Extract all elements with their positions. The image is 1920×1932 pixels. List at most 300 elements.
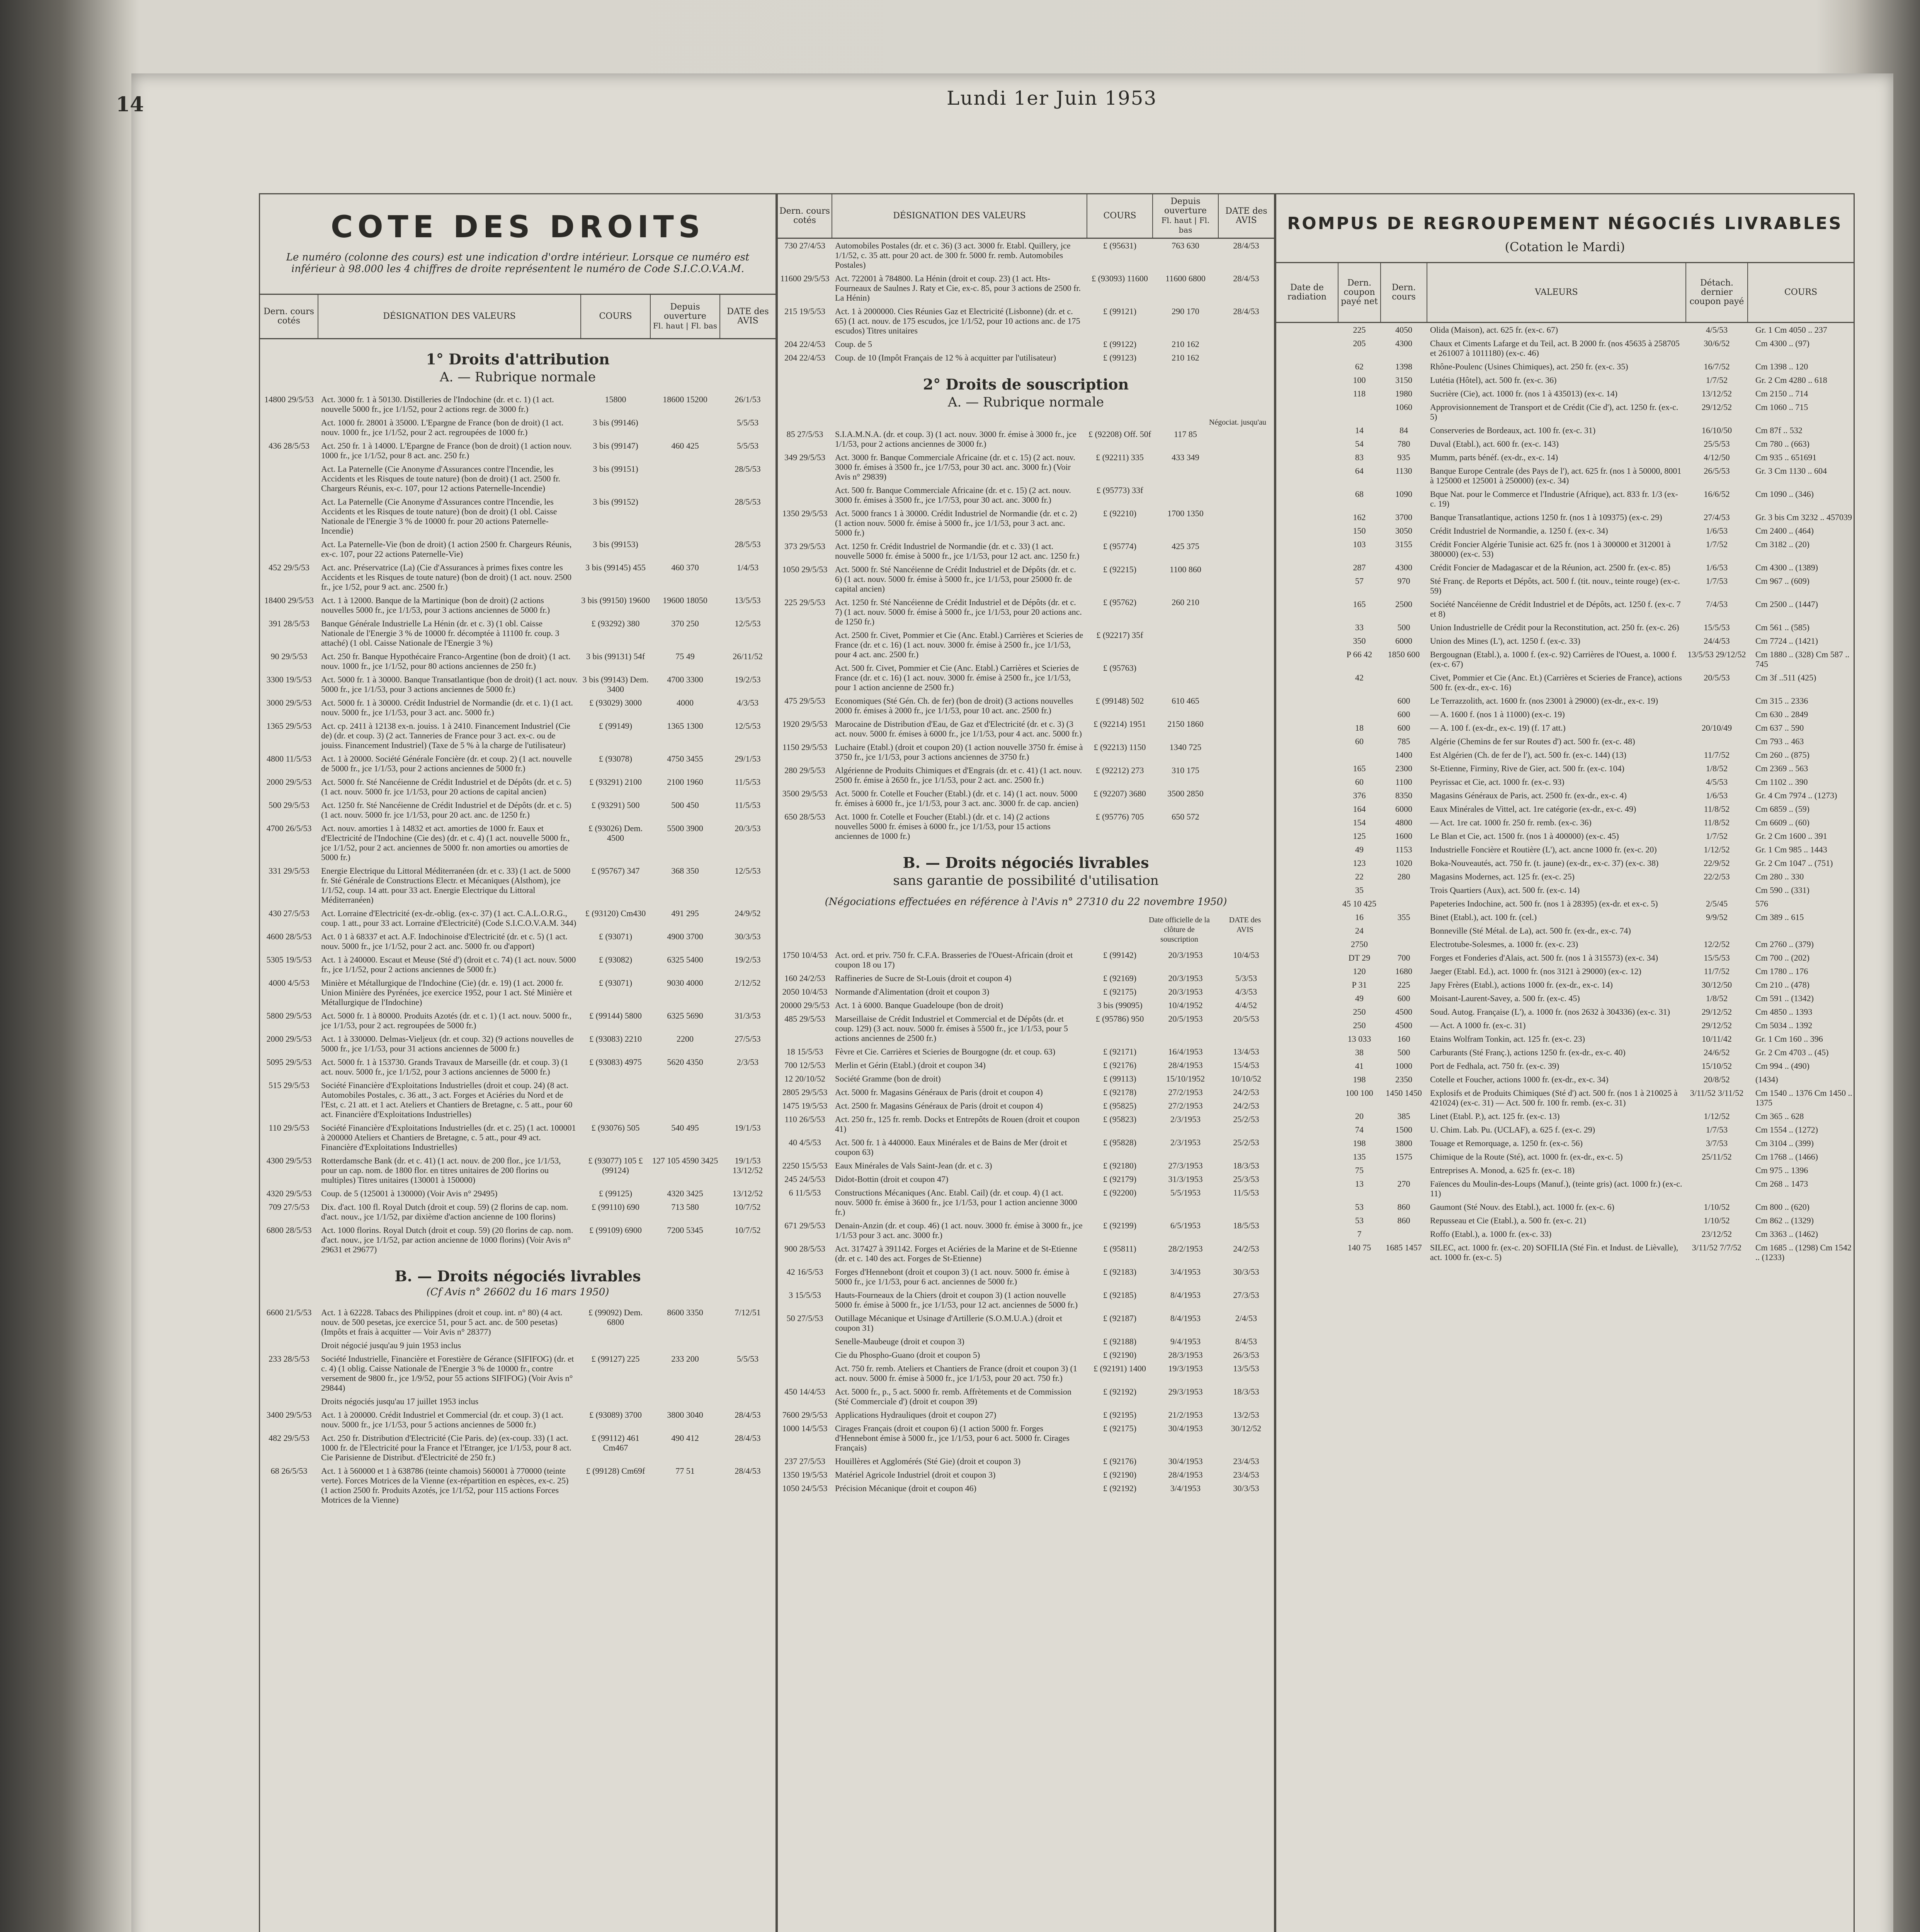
rompus-dern-cours: 780 [1397, 439, 1410, 449]
rompus-detach: 12/2/52 [1704, 939, 1730, 949]
row-cours: £ (99142) [1103, 950, 1137, 960]
rompus-detach: 7/4/53 [1706, 599, 1728, 609]
rompus-coupon: 140 75 [1347, 1243, 1371, 1252]
row-date: 1365 29/5/53 [266, 721, 312, 731]
row-date: 6800 28/5/53 [266, 1225, 312, 1235]
row-date: 4000 4/5/53 [269, 978, 310, 988]
rompus-row [1276, 694, 1854, 707]
row-designation: Act. cp. 2411 à 12138 ex-n. jouiss. 1 à 2410. Financement Industriel (Cie de) (dr. et coup. 3) (2 act. Tanneries de France pour 3 act. ex-c. ou de jouiss. Financement Industriel) (Taxe de 5 % à la charge de l'utilisateur) [321, 721, 571, 750]
row-cours: £ (99148) 502 [1095, 696, 1144, 706]
row-date [260, 539, 318, 559]
rompus-coupon: 135 [1353, 1152, 1366, 1162]
rompus-date [1276, 804, 1338, 814]
rompus-coupon: 287 [1353, 563, 1366, 572]
rompus-coupon: 13 033 [1347, 1034, 1371, 1044]
rompus-row [1276, 721, 1854, 735]
middle-top-row [778, 239, 1274, 272]
rompus-date [1276, 1075, 1338, 1084]
rompus-dern-cours: 500 [1397, 1048, 1410, 1057]
rompus-detach: 26/5/53 [1704, 466, 1730, 476]
rompus-dern-cours: 385 [1397, 1111, 1410, 1121]
middle-a-row [778, 563, 1274, 595]
row-depuis-ouverture: 27/2/1953 [1168, 1101, 1203, 1111]
rompus-detach: 11/7/52 [1704, 750, 1730, 760]
row-date: 4320 29/5/53 [266, 1189, 312, 1198]
rompus-detach: 15/5/53 [1704, 622, 1730, 632]
row-cours: 3 bis (99152) [593, 497, 638, 507]
rompus-date [1276, 599, 1338, 619]
rompus-cours: Cm 1768 .. (1466) [1755, 1152, 1818, 1162]
rompus-coupon: 13 [1355, 1179, 1364, 1189]
rompus-valeur: Peyrissac et Cie, act. 1000 fr. (ex-c. 93) [1430, 777, 1565, 787]
middle-b-row [778, 1422, 1274, 1454]
rompus-row [1276, 1123, 1854, 1136]
row-depuis-ouverture: 75 49 [675, 651, 695, 661]
rompus-cours: Cm 935 .. 651691 [1755, 452, 1817, 462]
row-date: 85 27/5/53 [786, 429, 823, 439]
rompus-header-row [1276, 263, 1854, 323]
rompus-row [1276, 423, 1854, 437]
cote-row [260, 719, 775, 752]
rompus-coupon: 198 [1353, 1138, 1366, 1148]
rompus-date [1276, 1125, 1338, 1134]
row-designation: Act. 1 à 240000. Escaut et Meuse (Sté d') (droit et c. 74) (1 act. nouv. 5000 fr., jce 1/1/52, pour 2 actions anciennes de 5000 fr.) [321, 955, 576, 974]
row-depuis-ouverture: 4700 3300 [667, 675, 703, 684]
row-date: 6 11/5/53 [789, 1188, 821, 1197]
row-depuis-ouverture: 28/4/1953 [1168, 1470, 1203, 1480]
row-cours: £ (95767) 347 [591, 866, 640, 876]
row-cours: £ (93078) [599, 754, 633, 764]
row-designation: Houillères et Agglomérés (Sté Gie) (droit et coupon 3) [835, 1456, 1021, 1466]
row-date [260, 464, 318, 493]
row-date: 3 15/5/53 [789, 1290, 821, 1300]
rompus-row [1276, 964, 1854, 978]
rompus-detach: 1/12/52 [1704, 1111, 1730, 1121]
row-date: 349 29/5/53 [784, 452, 825, 462]
row-designation: Act. 500 fr. Civet, Pommier et Cie (Anc. Etabl.) Carrières et Scieries de France (dr. et c. 16) (1 act. nouv. 3000 fr. émise à 2500 fr., jce 1/1/53, pour 1 action ancienne de 2500 fr.) [835, 663, 1079, 692]
rompus-dern-cours: 1685 1457 [1386, 1243, 1422, 1252]
row-date [260, 1396, 318, 1406]
rompus-valeur: Olida (Maison), act. 625 fr. (ex-c. 67) [1430, 325, 1558, 335]
rompus-valeur: Binet (Etabl.), act. 100 fr. (cel.) [1430, 912, 1537, 922]
row-designation: Act. 1 à 62228. Tabacs des Philippines (droit et coup. int. n° 80) (4 act. nouv. de 500 pesetas, jce exercice 51, pour 5 act. anc. de 500 pesetas) (Impôts et frais à acquitter — Voir Avis n° 28377) [321, 1308, 563, 1337]
row-designation: Act. 5000 fr. Magasins Généraux de Paris (droit et coupon 4) [835, 1087, 1043, 1097]
row-date-avis: 4/3/53 [1235, 987, 1257, 997]
row-date: 450 14/4/53 [784, 1387, 825, 1396]
rompus-detach: 16/6/52 [1704, 489, 1730, 499]
row-designation: Act. 750 fr. remb. Ateliers et Chantiers de France (droit et coupon 3) (1 act. nouv. 5000 fr. émise à 5000 fr., jce 1/1/53, pour 20 act. 750 fr.) [835, 1364, 1077, 1383]
rompus-coupon: 18 [1355, 723, 1364, 733]
rompus-dern-cours: 160 [1397, 1034, 1410, 1044]
row-depuis-ouverture: 8600 3350 [667, 1308, 703, 1317]
rompus-date [1276, 576, 1338, 595]
rompus-dern-cours: 280 [1397, 872, 1410, 881]
hdr-depuis-label: Depuis ouverture [664, 302, 706, 321]
row-date-avis [1218, 509, 1274, 537]
row-date-avis: 28/5/53 [735, 497, 761, 507]
row-date-avis: 19/2/53 [735, 955, 761, 964]
row-depuis-ouverture [1153, 663, 1218, 692]
row-designation: Coup. de 10 (Impôt Français de 12 % à acquitter par l'utilisateur) [835, 353, 1056, 362]
row-date: 709 27/5/53 [269, 1202, 310, 1212]
rompus-detach: 22/9/52 [1704, 858, 1730, 868]
rompus-valeur: Eaux Minérales de Vittel, act. 1re catégorie (ex-dr., ex-c. 49) [1430, 804, 1636, 814]
rompus-cours: Gr. 1 Cm 160 .. 396 [1755, 1034, 1823, 1044]
row-designation: Outillage Mécanique et Usinage d'Artillerie (S.O.M.U.A.) (droit et coupon 31) [835, 1313, 1063, 1333]
rompus-dern-cours: 4050 [1395, 325, 1412, 335]
middle-b-row [778, 1099, 1274, 1112]
row-cours: £ (95763) [1103, 663, 1137, 673]
rompus-date [1276, 1088, 1338, 1107]
row-depuis-ouverture: 460 370 [671, 563, 699, 572]
rompus-detach: 4/5/53 [1706, 325, 1728, 335]
row-date-avis: 5/5/53 [736, 418, 759, 427]
row-cours: £ (95773) 33f [1096, 485, 1143, 495]
row-cours: £ (93083) 2210 [589, 1034, 642, 1044]
row-cours: 3 bis (99150) 19600 [581, 595, 650, 605]
rompus-row [1276, 437, 1854, 451]
row-date-avis: 31/3/53 [735, 1011, 761, 1020]
row-date: 900 28/5/53 [784, 1244, 825, 1253]
rompus-row [1276, 883, 1854, 897]
row-date [778, 485, 832, 505]
middle-b-row [778, 1288, 1274, 1311]
row-date-avis [1218, 765, 1274, 785]
row-date: 1750 10/4/53 [782, 950, 828, 960]
rompus-valeur: Electrotube-Solesmes, a. 1000 fr. (ex-c. 23) [1430, 939, 1578, 949]
row-date-avis: 30/12/52 [1231, 1423, 1262, 1433]
rompus-date [1276, 993, 1338, 1003]
rompus-cours: Cm 3f ..511 (425) [1755, 673, 1816, 682]
rompus-coupon: 225 [1353, 325, 1366, 335]
row-designation: Act. 2500 fr. Civet, Pommier et Cie (Anc. Etabl.) Carrières et Scieries de France (dr. et c. 16) (1 act. nouv. 3000 fr. émise à 2500 fr., jce 1/1/53, pour 4 act. anc. 2500 fr.) [835, 630, 1083, 659]
row-cours: £ (92210) [1103, 509, 1137, 518]
cote-row [260, 673, 775, 696]
row-depuis-ouverture: 77 51 [675, 1466, 695, 1476]
cote-b-row [260, 1408, 775, 1431]
row-date [260, 1340, 318, 1350]
rompus-valeur: St-Etienne, Firminy, Rive de Gier, act. 500 fr. (ex-c. 104) [1430, 764, 1624, 773]
row-cours: £ (93029) 3000 [589, 698, 642, 707]
row-depuis-ouverture: 8/4/1953 [1170, 1290, 1201, 1300]
row-date-avis: 8/4/53 [1235, 1337, 1257, 1346]
row-date: 4700 26/5/53 [266, 823, 312, 833]
rompus-detach: 25/5/53 [1704, 439, 1730, 449]
rompus-valeur: Société Nancéienne de Crédit Industriel et de Dépôts, act. 1250 f. (ex-c. 7 et 8) [1430, 599, 1681, 619]
row-depuis-ouverture: 16/4/1953 [1168, 1047, 1203, 1056]
row-date-avis: 10/4/53 [1233, 950, 1259, 960]
rompus-cours: Gr. 2 Cm 1047 .. (751) [1755, 858, 1833, 868]
rompus-row [1276, 856, 1854, 870]
rompus-valeur: Faïences du Moulin-des-Loups (Manuf.), (teinte gris) (act. 1000 fr.) (ex-c. 11) [1430, 1179, 1682, 1198]
rompus-dern-cours: 2350 [1395, 1075, 1412, 1084]
rompus-cours: Gr. 3 bis Cm 3232 .. 457039 [1755, 512, 1852, 522]
row-designation: Act. La Paternelle-Vie (bon de droit) (1 action 2500 fr. Chargeurs Réunis, ex-c. 107, pour 22 actions Paternelle-Vie) [321, 539, 572, 559]
rompus-cours: Cm 3104 .. (399) [1755, 1138, 1814, 1148]
rompus-detach [1686, 1165, 1748, 1175]
row-depuis-ouverture: 233 200 [671, 1354, 699, 1364]
rompus-row [1276, 400, 1854, 423]
cote-row [260, 594, 775, 617]
rompus-cours: Cm 87f .. 532 [1755, 425, 1803, 435]
rompus-valeur: Gaumont (Sté Nouv. des Etabl.), act. 1000 fr. (ex-c. 6) [1430, 1202, 1614, 1212]
row-designation: Act. 5000 fr. 1 à 80000. Produits Azotés (dr. et c. 1) (1 act. nouv. 5000 fr., jce 1/1/53, pour 2 act. regroupées de 5000 fr.) [321, 1011, 572, 1030]
row-date-avis: 4/3/53 [736, 698, 759, 707]
row-date: 671 29/5/53 [784, 1221, 825, 1230]
row-date-avis [1218, 339, 1274, 349]
row-designation: Constructions Mécaniques (Anc. Etabl. Cail) (dr. et coup. 4) (1 act. nouv. 5000 fr. émise à 3600 fr., jce 1/1/53, pour 1 action ancienne 3000 fr.) [835, 1188, 1077, 1217]
row-designation: Act. 1 à 200000. Crédit Industriel et Commercial (dr. et coup. 3) (1 act. nouv. 5000 fr., jce 1/1/53, pour 5 actions anciennes de 5000 fr.) [321, 1410, 563, 1429]
row-designation: Act. 1250 fr. Crédit Industriel de Normandie (dr. et c. 33) (1 act. nouvelle 5000 fr. émise à 5000 fr., jce 1/1/53, pour 12 act. anc. 1250 fr.) [835, 541, 1080, 561]
hdr-fl: Fl. haut | Fl. bas [653, 321, 718, 330]
row-designation: Act. 1 à 12000. Banque de la Martinique (bon de droit) (2 actions nouvelles 5000 fr., jce 1/1/53, pour 3 actions anciennes de 5000 fr.) [321, 595, 550, 615]
row-date: 20000 29/5/53 [780, 1000, 830, 1010]
rompus-cours: Cm 2369 .. 563 [1755, 764, 1808, 773]
rompus-subtitle: (Cotation le Mardi) [1505, 240, 1625, 254]
row-designation: Act. 250 fr., 125 fr. remb. Docks et Entrepôts de Rouen (droit et coupon 41) [835, 1114, 1080, 1134]
middle-b-row [778, 1362, 1274, 1385]
row-date: 475 29/5/53 [784, 696, 825, 706]
rompus-valeur: Bque Nat. pour le Commerce et l'Industrie (Afrique), act. 833 fr. 1/3 (ex-c. 19) [1430, 489, 1678, 509]
row-date-avis: 20/3/53 [735, 823, 761, 833]
rompus-detach: 2/5/45 [1706, 899, 1728, 908]
rompus-date [1276, 636, 1338, 646]
row-depuis-ouverture: 28/2/1953 [1168, 1244, 1203, 1253]
rompus-cours: Cm 4850 .. 1393 [1755, 1007, 1813, 1017]
rompus-row [1276, 387, 1854, 400]
rompus-date [1276, 1229, 1338, 1239]
row-designation: Automobiles Postales (dr. et c. 36) (3 act. 3000 fr. Etabl. Quillery, jce 1/1/52, c. 35 att. pour 20 act. de 300 fr. 5000 fr. remb. Automobiles Postales) [835, 241, 1071, 270]
row-date: 110 26/5/53 [784, 1114, 825, 1124]
rompus-coupon: 198 [1353, 1075, 1366, 1084]
rompus-row [1276, 802, 1854, 816]
hdr-dern-cours: Dern. cours [1381, 263, 1427, 323]
hdr-designation: DÉSIGNATION DES VALEURS [832, 194, 1087, 238]
rompus-coupon: 68 [1355, 489, 1364, 499]
rompus-row [1276, 829, 1854, 843]
rompus-dern-cours: 3150 [1395, 375, 1412, 385]
rompus-valeur: Lutétia (Hôtel), act. 500 fr. (ex-c. 36) [1430, 375, 1557, 385]
row-designation: Economiques (Sté Gén. Ch. de fer) (bon de droit) (3 actions nouvelles 2000 fr. émises à 2000 fr., jce 1/1/53, pour 10 act. anc. 2500 fr.) [835, 696, 1073, 715]
row-date: 2000 29/5/53 [266, 1034, 312, 1044]
row-designation: Banque Générale Industrielle La Hénin (dr. et c. 3) (1 obl. Caisse Nationale de l'Energie 3 % de 10000 fr. décomptée à 11100 fr. coup. 3 attaché) (1 obl. Caisse Nationale de l'Energie 3 %) [321, 619, 560, 648]
rompus-coupon: 62 [1355, 362, 1364, 371]
row-cours [581, 1396, 650, 1406]
rompus-row [1276, 937, 1854, 951]
row-designation: Act. 1 à 560000 et 1 à 638786 (teinte chamois) 560001 à 770000 (teinte verte). Forces Motrices de la Vienne (ex-répartition en espèces, ex-c. 25) (1 action 2500 fr. Produits Azotés, jce 1/1/52, pour 115 actions Forces Motrices de la Vienne) [321, 1466, 569, 1505]
row-depuis-ouverture: 370 250 [671, 619, 699, 628]
rompus-valeur: Industrielle Foncière et Routière (L'), act. ancne 1000 fr. (ex-c. 20) [1430, 845, 1657, 854]
rompus-rows [1276, 323, 1854, 1264]
row-date: 4300 29/5/53 [266, 1156, 312, 1165]
row-cours: £ (92195) [1103, 1410, 1137, 1420]
rompus-row [1276, 735, 1854, 748]
middle-section-b-sub: sans garantie de possibilité d'utilisation [893, 873, 1159, 888]
row-designation: Act. 1250 fr. Sté Nancéienne de Crédit Industriel et de Dépôts (dr. et c. 7) (1 act. nouv. 5000 fr. émise à 5000 fr., jce 1/1/53, pour 20 actions anc. de 1250 fr.) [835, 597, 1082, 626]
rompus-detach: 3/11/52 7/7/52 [1692, 1243, 1742, 1252]
rompus-row [1276, 634, 1854, 648]
row-date-avis: 28/4/53 [1233, 274, 1259, 283]
row-designation: Coup. de 5 [835, 339, 872, 349]
hdr-date-officielle: Date officielle de la clôture de souscription [1149, 916, 1210, 944]
rompus-valeur: Bonneville (Sté Métal. de La), act. 500 fr. (ex-dr., ex-c. 74) [1430, 926, 1631, 935]
row-date-avis: 19/2/53 [735, 675, 761, 684]
rompus-row [1276, 910, 1854, 924]
middle-a-row [778, 483, 1274, 507]
row-cours: £ (92188) [1103, 1337, 1137, 1346]
rompus-cours: Cm 389 .. 615 [1755, 912, 1804, 922]
row-depuis-ouverture: 27/2/1953 [1168, 1087, 1203, 1097]
row-date: 204 22/4/53 [784, 353, 825, 362]
hdr-date-avis: DATE des AVIS [720, 295, 775, 339]
row-depuis-ouverture: 433 349 [1172, 452, 1199, 462]
rompus-detach: 4/12/50 [1704, 452, 1730, 462]
row-cours: £ (99109) 6900 [589, 1225, 642, 1235]
rompus-dern-cours: 1980 [1395, 389, 1412, 398]
row-depuis-ouverture: 713 580 [671, 1202, 699, 1212]
row-designation: Merlin et Gérin (Etabl.) (droit et coupon 34) [835, 1060, 986, 1070]
cote-row [260, 930, 775, 953]
hdr-cours: COURS [581, 295, 650, 339]
row-date: 237 27/5/53 [784, 1456, 825, 1466]
cote-b-row [260, 1395, 775, 1408]
rompus-detach [1686, 1179, 1748, 1198]
rompus-date [1276, 791, 1338, 800]
rompus-dern-cours: 600 [1397, 993, 1410, 1003]
middle-b-row [778, 1454, 1274, 1468]
rompus-cours: Cm 5034 .. 1392 [1755, 1020, 1813, 1030]
row-depuis-ouverture: 3/4/1953 [1170, 1483, 1201, 1493]
rompus-dern-cours: 970 [1397, 576, 1410, 586]
row-depuis-ouverture: 127 105 4590 3425 [652, 1156, 718, 1165]
rompus-coupon [1338, 709, 1381, 719]
row-depuis-ouverture: 500 450 [671, 800, 699, 810]
row-designation: Act. ord. et priv. 750 fr. C.F.A. Brasseries de l'Ouest-Africain (droit et coupon 18 ou 17) [835, 950, 1073, 969]
rompus-detach [1686, 696, 1748, 706]
row-designation: Eaux Minérales de Vals Saint-Jean (dr. et c. 3) [835, 1161, 992, 1170]
row-designation: Act. 1000 fr. Cotelle et Foucher (Etabl.) (dr. et c. 14) (2 actions nouvelles 5000 fr. émises à 6000 fr., jce 1/1/53, pour 15 actions anciennes de 1000 fr.) [835, 812, 1051, 841]
row-date-avis: 24/2/53 [1233, 1244, 1259, 1253]
row-date-avis: 1/4/53 [736, 563, 759, 572]
rompus-cours: Cm 630 .. 2849 [1755, 709, 1808, 719]
middle-a-row [778, 451, 1274, 483]
rompus-row [1276, 775, 1854, 789]
middle-section-b-title: B. — Droits négociés livrables [903, 854, 1149, 871]
rompus-detach: 1/8/52 [1706, 993, 1728, 1003]
row-cours: 3 bis (99095) [1097, 1000, 1143, 1010]
row-date-avis: 5/5/53 [736, 1354, 759, 1364]
rompus-dern-cours: 500 [1397, 622, 1410, 632]
rompus-coupon: 38 [1355, 1048, 1364, 1057]
droits-souscription-column [777, 193, 1275, 1932]
rompus-detach: 3/11/52 3/11/52 [1690, 1088, 1744, 1098]
rompus-dern-cours: 600 [1397, 709, 1410, 719]
row-date-avis: 28/4/53 [735, 1410, 761, 1420]
row-date-avis: 23/4/53 [1233, 1470, 1259, 1480]
row-depuis-ouverture: 491 295 [671, 908, 699, 918]
row-cours: £ (92192) [1103, 1387, 1137, 1396]
rompus-row [1276, 1005, 1854, 1019]
rompus-detach: 4/5/53 [1706, 777, 1728, 787]
row-designation: Rotterdamsche Bank (dr. et c. 41) (1 act. nouv. de 200 flor., jce 1/1/53, pour un cap. nom. de 1800 flor. en titres unitaires de 200 florins ou multiples) Titres unitaires (130001 à 150000) [321, 1156, 561, 1185]
rompus-date [1276, 452, 1338, 462]
rompus-cours: Cm 1540 .. 1376 Cm 1450 .. 1375 [1755, 1088, 1852, 1107]
rompus-coupon: 42 [1355, 673, 1364, 682]
row-depuis-ouverture: 11600 6800 [1165, 274, 1206, 283]
row-date: 515 29/5/53 [269, 1080, 310, 1090]
row-cours: £ (99144) 5800 [589, 1011, 642, 1020]
hdr-date-avis-b: DATE des AVIS [1229, 916, 1261, 934]
rompus-cours: Cm 280 .. 330 [1755, 872, 1804, 881]
rompus-dern-cours: 8350 [1395, 791, 1412, 800]
row-depuis-ouverture: 2/3/1953 [1170, 1138, 1201, 1147]
middle-a-row [778, 628, 1274, 661]
rompus-dern-cours: 600 [1397, 696, 1410, 706]
row-cours: £ (99113) [1103, 1074, 1136, 1083]
row-date: 6600 21/5/53 [266, 1308, 312, 1317]
row-designation: Act. 1 à 20000. Société Générale Foncière (dr. et coup. 2) (1 act. nouvelle de 5000 fr., jce 1/1/53, pour 2 actions anciennes de 5000 fr.) [321, 754, 572, 773]
hdr-depuis [650, 295, 720, 339]
rompus-row [1276, 373, 1854, 387]
row-date-avis [1218, 353, 1274, 362]
rompus-coupon: 57 [1355, 576, 1364, 586]
rompus-date [1276, 845, 1338, 854]
rompus-cours: Cm 2400 .. (464) [1755, 526, 1814, 536]
row-designation: Raffineries de Sucre de St-Louis (droit et coupon 4) [835, 973, 1012, 983]
rompus-valeur: Roffo (Etabl.), a. 1000 fr. (ex-c. 33) [1430, 1229, 1552, 1239]
row-date-avis [1218, 485, 1274, 505]
row-date-avis: 18/5/53 [1233, 1221, 1259, 1230]
rompus-row [1276, 762, 1854, 775]
rompus-valeur: Banque Europe Centrale (des Pays de l'), act. 625 fr. (nos 1 à 50000, 8001 à 125000 et 125001 à 250000) (ex-c. 34) [1430, 466, 1682, 485]
row-depuis-ouverture: 8/4/1953 [1170, 1313, 1201, 1323]
rompus-cours: (1434) [1755, 1075, 1778, 1084]
row-depuis-ouverture: 6325 5690 [667, 1011, 703, 1020]
cote-row [260, 1078, 775, 1121]
row-designation: Matériel Agricole Industriel (droit et coupon 3) [835, 1470, 996, 1480]
rompus-coupon: 60 [1355, 736, 1364, 746]
row-cours: £ (95823) [1103, 1114, 1137, 1124]
rompus-coupon: DT 29 [1348, 953, 1371, 963]
rompus-valeur: Union Industrielle de Crédit pour la Reconstitution, act. 250 fr. (ex-c. 26) [1430, 622, 1679, 632]
rompus-detach: 27/4/53 [1704, 512, 1730, 522]
rompus-valeur: Jaeger (Etabl. Ed.), act. 1000 fr. (nos 3121 à 29000) (ex-c. 12) [1430, 966, 1641, 976]
rompus-dern-cours: 860 [1397, 1202, 1410, 1212]
row-depuis-ouverture [650, 1340, 720, 1350]
row-cours: £ (93083) 4975 [589, 1057, 642, 1067]
row-date-avis [1218, 565, 1274, 594]
row-designation: Act. 250 fr. 1 à 14000. L'Epargne de France (bon de droit) (1 action nouv. 1000 fr., jce 1/1/52, pour 8 act. anc. 250 fr.) [321, 441, 572, 460]
rompus-valeur: Moisant-Laurent-Savey, a. 500 fr. (ex-c. 45) [1430, 993, 1580, 1003]
rompus-dern-cours: 785 [1397, 736, 1410, 746]
rompus-valeur: Explosifs et de Produits Chimiques (Sté d') act. 500 fr. (nos 1 à 210025 à 421024) (ex-c. 31) — Act. 500 fr. 100 fr. remb. (ex-c. 31) [1430, 1088, 1678, 1107]
rompus-date [1276, 439, 1338, 449]
row-date: 485 29/5/53 [784, 1014, 825, 1024]
rompus-row [1276, 561, 1854, 574]
row-date: 40 4/5/53 [789, 1138, 821, 1147]
hdr-cours-r: COURS [1748, 263, 1854, 323]
row-date: 1350 19/5/53 [782, 1470, 828, 1480]
row-cours: £ (93026) Dem. 4500 [588, 823, 643, 843]
rompus-dern-cours: 84 [1400, 425, 1408, 435]
rompus-date [1276, 1034, 1338, 1044]
row-date-avis: 28/4/53 [1233, 306, 1259, 316]
middle-top-row [778, 304, 1274, 337]
row-depuis-ouverture [650, 418, 720, 437]
cote-b-row [260, 1306, 775, 1338]
row-cours: £ (92211) 335 [1096, 452, 1144, 462]
rompus-dern-cours: 1000 [1395, 1061, 1412, 1071]
